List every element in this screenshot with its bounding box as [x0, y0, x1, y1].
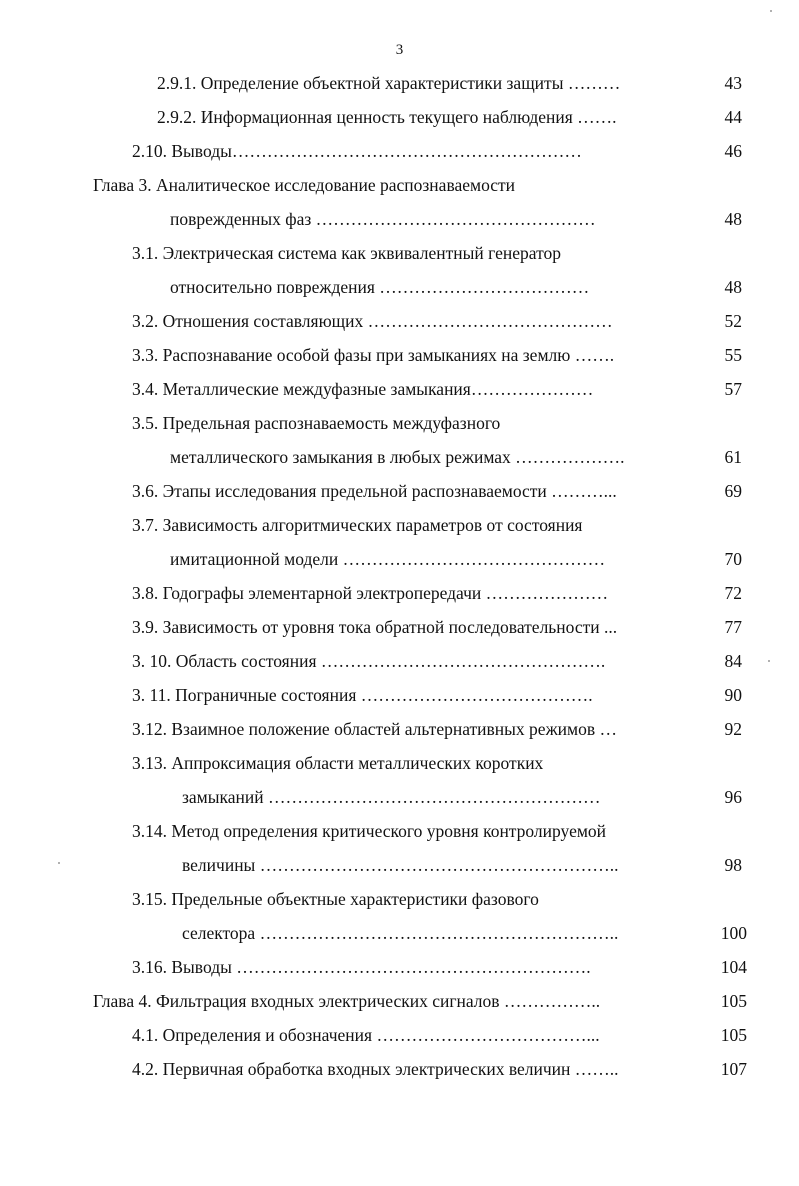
toc-page-3-8: 72	[724, 583, 742, 603]
toc-page-chapter-4: 105	[720, 991, 747, 1011]
toc-entry-2-10: 2.10. Выводы……………………………………………………	[132, 141, 582, 161]
toc-entry-3-14-cont: величины ……………………………………………………..	[182, 855, 619, 875]
toc-page-3-2: 52	[724, 311, 742, 331]
toc-page-3-16: 104	[720, 957, 747, 977]
toc-entry-3-12: 3.12. Взаимное положение областей альтернативных режимов …	[132, 719, 617, 739]
toc-page-3-1: 48	[724, 277, 742, 297]
toc-entry-3-5-cont: металлического замыкания в любых режимах ……………….	[170, 447, 625, 467]
toc-page-3-14: 98	[724, 855, 742, 875]
toc-page-3-4: 57	[724, 379, 742, 399]
toc-page-4-2: 107	[720, 1059, 747, 1079]
toc-page-3-12: 92	[724, 719, 742, 739]
toc-page-3-7: 70	[724, 549, 742, 569]
toc-entry-chapter-3: Глава 3. Аналитическое исследование распознаваемости	[93, 175, 516, 195]
toc-entry-3-3: 3.3. Распознавание особой фазы при замыканиях на землю …….	[132, 345, 615, 365]
toc-page-chapter-3: 48	[724, 209, 742, 229]
toc-page-3-10: 84	[724, 651, 742, 671]
toc-page-2-9-2: 44	[724, 107, 742, 127]
toc-entry-3-5: 3.5. Предельная распознаваемость междуфазного	[132, 413, 501, 433]
toc-entry-chapter-3-cont: поврежденных фаз …………………………………………	[170, 209, 596, 229]
toc-entry-2-9-1: 2.9.1. Определение объектной характеристики защиты ………	[157, 73, 621, 93]
toc-entry-3-7: 3.7. Зависимость алгоритмических параметров от состояния	[132, 515, 583, 535]
toc-entry-3-9: 3.9. Зависимость от уровня тока обратной последовательности ...	[132, 617, 618, 637]
scan-speck	[58, 862, 60, 864]
toc-page-3-3: 55	[724, 345, 742, 365]
toc-entry-3-7-cont: имитационной модели ………………………………………	[170, 549, 606, 569]
toc-entry-chapter-4: Глава 4. Фильтрация входных электрических сигналов ……………..	[93, 991, 601, 1011]
toc-page-3-11: 90	[724, 685, 742, 705]
toc-entry-3-4: 3.4. Металлические междуфазные замыкания…………………	[132, 379, 594, 399]
toc-entry-2-9-2: 2.9.2. Информационная ценность текущего наблюдения …….	[157, 107, 617, 127]
page-number: 3	[395, 42, 404, 58]
toc-entry-3-14: 3.14. Метод определения критического уровня контролируемой	[132, 821, 607, 841]
toc-entry-3-1-cont: относительно повреждения ………………………………	[170, 277, 590, 297]
toc-entry-3-11: 3. 11. Пограничные состояния ………………………………….	[132, 685, 593, 705]
toc-entry-3-13: 3.13. Аппроксимация области металлических коротких	[132, 753, 544, 773]
toc-entry-3-15-cont: селектора ……………………………………………………..	[182, 923, 619, 943]
toc-page-2-10: 46	[724, 141, 742, 161]
toc-entry-3-6: 3.6. Этапы исследования предельной распознаваемости ………...	[132, 481, 617, 501]
toc-page-3-15: 100	[720, 923, 747, 943]
toc-entry-3-2: 3.2. Отношения составляющих ……………………………………	[132, 311, 613, 331]
scan-speck	[770, 10, 772, 12]
toc-entry-3-13-cont: замыканий …………………………………………………	[182, 787, 601, 807]
toc-page-2-9-1: 43	[724, 73, 742, 93]
toc-entry-3-15: 3.15. Предельные объектные характеристики фазового	[132, 889, 539, 909]
toc-page-4-1: 105	[720, 1025, 747, 1045]
toc-entry-3-16: 3.16. Выводы …………………………………………………….	[132, 957, 591, 977]
toc-entry-3-1: 3.1. Электрическая система как эквивалентный генератор	[132, 243, 561, 263]
toc-page-3-9: 77	[724, 617, 742, 637]
toc-entry-4-2: 4.2. Первичная обработка входных электрических величин ……..	[132, 1059, 619, 1079]
toc-entry-4-1: 4.1. Определения и обозначения ………………………………...	[132, 1025, 600, 1045]
toc-entry-3-8: 3.8. Годографы элементарной электропередачи …………………	[132, 583, 609, 603]
toc-page-3-6: 69	[724, 481, 742, 501]
toc-page-3-13: 96	[724, 787, 742, 807]
scan-speck	[768, 660, 770, 662]
toc-entry-3-10: 3. 10. Область состояния ………………………………………….	[132, 651, 606, 671]
toc-page-3-5: 61	[724, 447, 742, 467]
